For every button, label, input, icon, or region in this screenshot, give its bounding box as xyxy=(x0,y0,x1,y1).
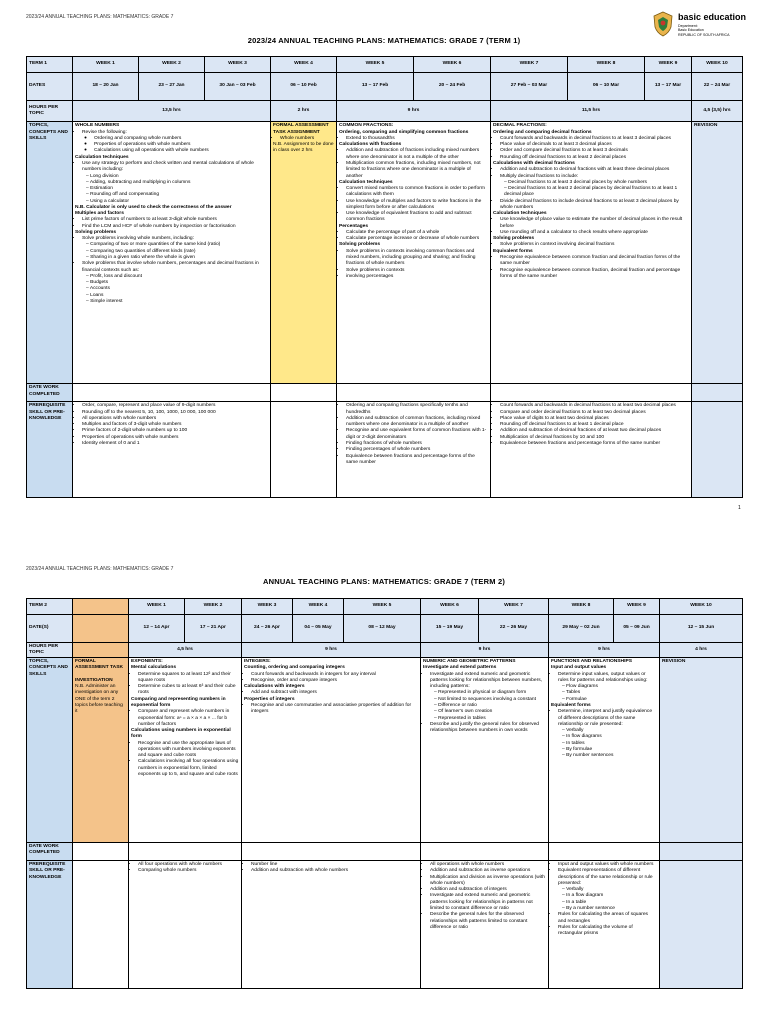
functions-topic: FUNCTIONS AND RELATIONSHIPS Input and output values • Determine input values, output values or rules for patterns and relationships using: – Flow diagrams – Tables – Formulae Equivalent forms • Determine, interpret and justify equivalence of different descriptions of the same relationship or rule presented: – Verbally – In flow diagrams – In tables – By formulae – By number sentences xyxy=(549,658,660,843)
date-work-label: DATE WORK COMPLETED xyxy=(27,843,73,861)
prereq-empty xyxy=(73,861,129,989)
week-header: WEEK 4 xyxy=(293,599,344,615)
date-work-cell[interactable] xyxy=(73,843,129,861)
prereq-label: PREREQUISITE SKILL OR PRE-KNOWLEDGE xyxy=(27,402,73,498)
week-header: WEEK 2 xyxy=(139,57,205,73)
date-cell: 13 – 17 Feb xyxy=(337,72,414,100)
week-header: WEEK 5 xyxy=(337,57,414,73)
week-header: WEEK 9 xyxy=(645,57,692,73)
date-work-cell[interactable] xyxy=(692,384,743,402)
date-cell: 13 – 17 Mar xyxy=(645,72,692,100)
week-header: WEEK 7 xyxy=(491,57,568,73)
logo-subtitle: Department: Basic Education REPUBLIC OF SOUTH AFRICA xyxy=(678,24,730,37)
exponents-topic: EXPONENTS: Mental calculations • Determine squares to at least 12² and their square roots • Determine cubes to at least 6³ and their cube roots Comparing and representing numbers in exponential form • Compare and represent whole numbers in exponential form: aⁿ = a × a × a × ... for b number of factors Calculations using numbers in exponential form • Recognise and use the appropriate laws of operations with numbers involving exponents and square and cube roots • Calculations involving all four operations using numbers in exponential form, limited exponents up to 5, and square and cube roots xyxy=(129,658,242,843)
date-cell: 05 – 09 Jun xyxy=(614,614,660,642)
date-cell: 30 Jan – 03 Feb xyxy=(205,72,271,100)
date-cell: 04 – 05 May xyxy=(293,614,344,642)
date-cell: 06 – 10 Mar xyxy=(568,72,645,100)
hours-cell: 9 hrs xyxy=(549,642,660,658)
investigation-spacer xyxy=(73,642,129,658)
date-cell: 20 – 24 Feb xyxy=(414,72,491,100)
hours-cell: 2 hrs xyxy=(271,100,337,122)
date-work-cell[interactable] xyxy=(271,384,337,402)
page-number: 1 xyxy=(738,505,741,511)
dbe-logo xyxy=(652,11,758,37)
date-cell: 08 – 12 May xyxy=(344,614,421,642)
topics-label: TOPICS, CONCEPTS AND SKILLS xyxy=(27,122,73,384)
prereq-decimal-fractions: • Count forwards and backwards in decimal fractions to at least two decimal places • Compare and order decimal fractions to at least two decimal places • Place value of digits to at least two decimal places • Rounding off decimal fractions to at least 1 decimal place • Addition and subtraction of decimal fractions of at least two decimal places • Multiplication of decimal fractions by 10 and 100 • Equivalence between fractions and percentage forms of the same number xyxy=(491,402,692,498)
term2-plan-table xyxy=(26,598,743,989)
hours-row xyxy=(27,642,743,658)
page1-header: 2023/24 ANNUAL TEACHING PLANS: MATHEMATICS: GRADE 7 xyxy=(26,14,174,20)
topics-row xyxy=(27,122,743,384)
dates-label: DATE(S) xyxy=(27,614,73,642)
logo-title: basic education xyxy=(678,12,747,22)
revision-cell: REVISION xyxy=(660,658,743,843)
date-cell: 18 – 20 Jan xyxy=(73,72,139,100)
investigation-spacer xyxy=(73,599,129,615)
date-work-cell[interactable] xyxy=(549,843,660,861)
week-header: WEEK 6 xyxy=(421,599,479,615)
common-fractions-topic: COMMON FRACTIONS: Ordering, comparing and simplifying common fractions • Extend to thousandths Calculations with fractions • Addition and subtraction of fractions including mixed numbers where one denominator is not a multiple of the other • Multiplication common fractions, including mixed numbers, not limited to fractions where one denominator is a multiple of another Calculation techniques • Convert mixed numbers to common fractions in order to perform calculations with them • Use knowledge of multiples and factors to write fractions in the simplest form before or after calculations • Use knowledge of equivalent fractions to add and subtract common fractions Percentages • Calculate the percentage of part of a whole • Calculate percentage increase or decrease of whole numbers Solving problems • Solve problems in contexts involving common fractions and mixed numbers, including grouping and sharing; and finding fractions of whole numbers • Solve problems in contexts • involving percentages xyxy=(337,122,491,384)
date-work-row xyxy=(27,843,743,861)
date-cell: 27 Feb – 03 Mar xyxy=(491,72,568,100)
date-cell: 22 – 26 May xyxy=(479,614,549,642)
decimal-fractions-topic: DECIMAL FRACTIONS: Ordering and comparing decimal fractions • Count forwards and backwards in decimal fractions to at least 3 decimal places • Place value of decimals to at least 3 decimal places • Order and compare decimal fractions to at least 3 decimals • Rounding off decimal fractions to at least 2 decimal places Calculations with decimal fractions • Addition and subtraction to decimal fractions with at least three decimal places • Multiply decimal fractions to include: – Decimal fractions to at least 3 decimal places by whole numbers – Decimal fractions to at least 2 decimal places by decimal fractions to at least 1 decimal place • Divide decimal fractions to include decimal fractions to at least 3 decimal places by whole numbers Calculation techniques • Use knowledge of place value to estimate the number of decimal places in the result before • Use rounding off and a calculator to check results where appropriate Solving problems • Solve problems in context involving decimal fractions Equivalent forms • Recognise equivalence between common fraction and decimal fraction forms of the same number • Recognise equivalence between common fraction, decimal fraction and percentage forms of the same number xyxy=(491,122,692,384)
date-work-row xyxy=(27,384,743,402)
hours-cell: 9 hrs xyxy=(421,642,549,658)
term-label: TERM 1 xyxy=(27,57,73,73)
topics-row xyxy=(27,658,743,843)
investigation-spacer xyxy=(73,614,129,642)
patterns-topic: NUMERIC AND GEOMETRIC PATTERNS Investigate and extend patterns • Investigate and extend numeric and geometric patterns looking for relationships between numbers, including patterns: – Represented in physical or diagram form – Not limited to sequences involving a constant – Difference or ratio – Of learner's own creation – Represented in tables • Describe and justify the general rules for observed relationships between numbers in own words xyxy=(421,658,549,843)
week-header: WEEK 10 xyxy=(660,599,743,615)
date-work-cell[interactable] xyxy=(73,384,271,402)
date-work-label: DATE WORK COMPLETED xyxy=(27,384,73,402)
week-header: WEEK 5 xyxy=(344,599,421,615)
date-cell: 06 – 10 Feb xyxy=(271,72,337,100)
hours-cell: 4,5 hrs xyxy=(129,642,242,658)
topics-label: TOPICS, CONCEPTS AND SKILLS xyxy=(27,658,73,843)
formal-assessment-assignment: FORMAL ASSESSMENT TASK ASSIGNMENT • Whole numbers N.B. Assignment to be done in class over 2 hrs xyxy=(271,122,337,384)
week-header: WEEK 1 xyxy=(73,57,139,73)
week-header: WEEK 3 xyxy=(242,599,293,615)
prereq-integers: • Number line • Addition and subtraction with whole numbers xyxy=(242,861,421,989)
week-header: WEEK 8 xyxy=(549,599,614,615)
week-header: WEEK 4 xyxy=(271,57,337,73)
prereq-exponents: • All four operations with whole numbers • Comparing whole numbers xyxy=(129,861,242,989)
hours-cell: 11,5 hrs xyxy=(491,100,692,122)
date-work-cell[interactable] xyxy=(660,843,743,861)
prereq-whole-numbers: • Order, compare, represent and place value of 9-digit numbers • Rounding off to the nearest 5, 10, 100, 1000, 10 000, 100 000 • All operations with whole numbers • Multiples and factors of 3-digit whole numbers • Prime factors of 2-digit whole numbers up to 100 • Properties of operations with whole numbers • Identity element of 0 and 1 xyxy=(73,402,271,498)
week-header: WEEK 1 xyxy=(129,599,185,615)
page1-title: 2023/24 ANNUAL TEACHING PLANS: MATHEMATICS: GRADE 7 (TERM 1) xyxy=(247,36,521,45)
week-row xyxy=(27,57,743,73)
prereq-row xyxy=(27,861,743,989)
prereq-empty xyxy=(660,861,743,989)
prereq-common-fractions: • Ordering and comparing fractions specifically tenths and hundredths • Addition and subtraction of common fractions, including mixed numbers where one denominator is a multiple of another • Recognise and use equivalent forms of common fractions with 1-digit or 2-digit denominators • Finding fractions of whole numbers • Finding percentages of whole numbers • Equivalence between fractions and percentage forms of the same number xyxy=(337,402,491,498)
dates-row xyxy=(27,72,743,100)
whole-numbers-topic: WHOLE NUMBERS • Revise the following: ◦ Ordering and comparing whole numbers ◦ Properties of operations with whole numbers ◦ Calculations using all operations with whole numbers Calculation techniques • Use any strategy to perform and check written and mental calculations of whole numbers including: – Long division – Adding, subtracting and multiplying in columns – Estimation – Rounding off and compensating – Using a calculator N.B. Calculator is only used to check the correctness of the answer Multiples and factors • List prime factors of numbers to at least 3-digit whole numbers • Find the LCM and HCF of whole numbers by inspection or factorisation Solving problems • Solve problems involving whole numbers, including: – Comparing of two or more quantities of the same kind (ratio) – Comparing two quantities of different kinds (rate) – Sharing in a given ratio where the whole is given • Solve problems that involve whole numbers, percentages and decimal fractions in financial contexts such as: – Profit, loss and discount – Budgets – Accounts – Loans – Simple interest xyxy=(73,122,271,384)
prereq-label: PREREQUISITE SKILL OR PRE-KNOWLEDGE xyxy=(27,861,73,989)
coat-of-arms-icon xyxy=(652,11,674,37)
date-work-cell[interactable] xyxy=(337,384,491,402)
week-header: WEEK 9 xyxy=(614,599,660,615)
hours-cell: 9 hrs xyxy=(242,642,421,658)
formal-assessment-investigation: FORMAL ASSESSMENT TASK INVESTIGATION N.B. Administer an investigation on any ONE of the term 2 topics before teaching it xyxy=(73,658,129,843)
dates-label: DATES xyxy=(27,72,73,100)
week-header: WEEK 2 xyxy=(185,599,242,615)
date-cell: 12 – 15 Jun xyxy=(660,614,743,642)
prereq-patterns: • All operations with whole numbers • Addition and subtraction as inverse operations • Multiplication and division as inverse operations (with whole numbers) • Addition and subtraction of integers • Investigate and extend numeric and geometric patterns looking for relationships in patterns not limited to constant difference or ratio • Describe the general rules for the observed relationships with patterns limited to constant difference or ratio xyxy=(421,861,549,989)
prereq-row xyxy=(27,402,743,498)
term1-plan-table xyxy=(26,56,743,498)
prereq-empty xyxy=(692,402,743,498)
term-label: TERM 2 xyxy=(27,599,73,615)
date-cell: 24 – 26 Apr xyxy=(242,614,293,642)
hours-label: HOURS PER TOPIC xyxy=(27,642,73,658)
integers-topic: INTEGERS: Counting, ordering and comparing integers • Count forwards and backwards in integers for any interval • Recognise, order and compare integers Calculations with integers • Add and subtract with integers Properties of integers • Recognise and use commutative and associative properties of addition for integers xyxy=(242,658,421,843)
hours-row xyxy=(27,100,743,122)
hours-cell: 4,5 (3,5) hrs xyxy=(692,100,743,122)
week-header: WEEK 3 xyxy=(205,57,271,73)
date-cell: 12 – 14 Apr xyxy=(129,614,185,642)
week-row xyxy=(27,599,743,615)
date-cell: 22 – 24 Mar xyxy=(692,72,743,100)
revision-cell: REVISION xyxy=(692,122,743,384)
week-header: WEEK 8 xyxy=(568,57,645,73)
page2-header: 2023/24 ANNUAL TEACHING PLANS: MATHEMATICS: GRADE 7 xyxy=(26,566,174,572)
hours-cell: 4 hrs xyxy=(660,642,743,658)
hours-cell: 13,5 hrs xyxy=(73,100,271,122)
week-header: WEEK 6 xyxy=(414,57,491,73)
date-work-cell[interactable] xyxy=(421,843,549,861)
prereq-empty xyxy=(271,402,337,498)
date-cell: 23 – 27 Jan xyxy=(139,72,205,100)
date-cell: 29 May – 02 Jun xyxy=(549,614,614,642)
hours-label: HOURS PER TOPIC xyxy=(27,100,73,122)
date-cell: 17 – 21 Apr xyxy=(185,614,242,642)
date-work-cell[interactable] xyxy=(242,843,421,861)
week-header: WEEK 10 xyxy=(692,57,743,73)
week-header: WEEK 7 xyxy=(479,599,549,615)
prereq-functions: • Input and output values with whole numbers • Equivalent representations of different descriptions of the same relationship or rule presented: – Verbally – In a flow diagram – In a table – By a number sentence • Rules for calculating the areas of squares and rectangles • Rules for calculating the volume of rectangular prisms xyxy=(549,861,660,989)
date-work-cell[interactable] xyxy=(129,843,242,861)
page2-title: ANNUAL TEACHING PLANS: MATHEMATICS: GRADE 7 (TERM 2) xyxy=(262,577,506,586)
dates-row xyxy=(27,614,743,642)
hours-cell: 9 hrs xyxy=(337,100,491,122)
date-cell: 15 – 19 May xyxy=(421,614,479,642)
date-work-cell[interactable] xyxy=(491,384,692,402)
